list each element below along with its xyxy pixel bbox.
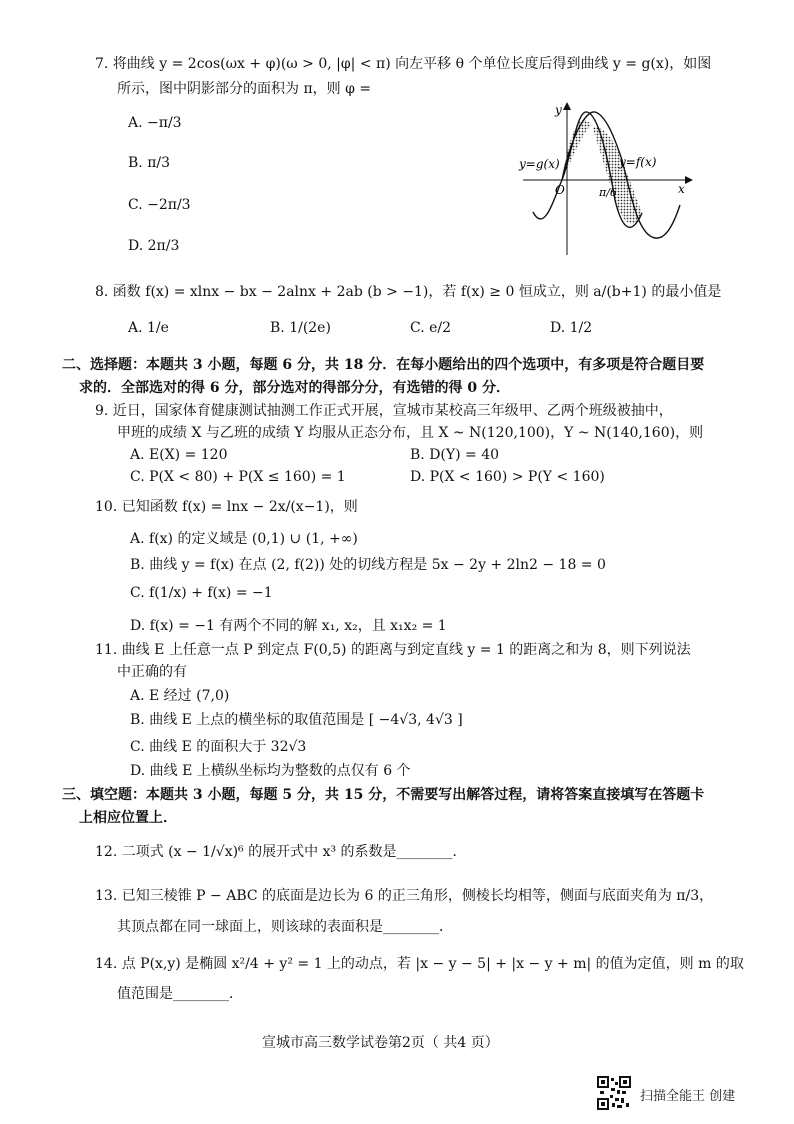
section2-heading-line2: 求的．全部选对的得 6 分，部分选对的得部分分，有选错的得 0 分． bbox=[79, 380, 510, 396]
q8-option-c: C. e/2 bbox=[410, 320, 452, 336]
section2-heading-line1: 二、选择题：本题共 3 小题，每题 6 分，共 18 分．在每小题给出的四个选项中，有多项是符合题目要 bbox=[62, 357, 705, 373]
q11-line1: 11. 曲线 E 上任意一点 P 到定点 F(0,5) 的距离与到定直线 y = 1 的距离之和为 8，则下列说法 bbox=[95, 642, 691, 658]
q7-option-b: B. π/3 bbox=[128, 155, 171, 171]
q11-option-c: C. 曲线 E 的面积大于 32√3 bbox=[130, 739, 307, 755]
q7-option-c: C. −2π/3 bbox=[128, 197, 191, 213]
page-footer: 宣城市高三数学试卷第2页（ 共4 页） bbox=[262, 1035, 499, 1051]
section3-heading-line1: 三、填空题：本题共 3 小题，每题 5 分，共 15 分，不需要写出解答过程，请将答案直接填写在答题卡 bbox=[62, 787, 705, 803]
q9-option-d: D. P(X < 160) > P(Y < 160) bbox=[410, 469, 605, 485]
q10-text: 10. 已知函数 f(x) = lnx − 2x/(x−1)，则 bbox=[95, 499, 358, 515]
q11-option-b: B. 曲线 E 上点的横坐标的取值范围是 [ −4√3, 4√3 ] bbox=[130, 712, 463, 728]
q10-option-b: B. 曲线 y = f(x) 在点 (2, f(2)) 处的切线方程是 5x − 2y + 2ln2 − 18 = 0 bbox=[130, 557, 606, 573]
q13-line2: 其顶点都在同一球面上，则该球的表面积是________． bbox=[117, 919, 453, 935]
watermark-text: 扫描全能王 创建 bbox=[640, 1089, 736, 1104]
qr-code-icon bbox=[597, 1076, 631, 1110]
q9-option-a: A. E(X) = 120 bbox=[130, 447, 228, 463]
q8-option-b: B. 1/(2e) bbox=[270, 320, 331, 336]
q10-option-a: A. f(x) 的定义域是 (0,1) ∪ (1, +∞) bbox=[130, 531, 358, 547]
x-axis-arrow bbox=[685, 176, 693, 184]
q11-option-d: D. 曲线 E 上横纵坐标均为整数的点仅有 6 个 bbox=[130, 763, 411, 779]
tick-pi-over-6: π/6 bbox=[599, 186, 617, 199]
q9-line2: 甲班的成绩 X 与乙班的成绩 Y 均服从正态分布，且 X ~ N(120,100)，Y ~ N(140,160)，则 bbox=[117, 425, 704, 441]
q8-option-a: A. 1/e bbox=[128, 320, 169, 336]
q9-line1: 9. 近日，国家体育健康测试抽测工作正式开展，宣城市某校高三年级甲、乙两个班级被抽中， bbox=[95, 403, 673, 419]
q10-option-c: C. f(1/x) + f(x) = −1 bbox=[130, 585, 273, 601]
q7-graph-figure bbox=[515, 100, 695, 260]
q12-text: 12. 二项式 (x − 1/√x)⁶ 的展开式中 x³ 的系数是________． bbox=[95, 844, 467, 860]
x-axis-label: x bbox=[678, 182, 685, 196]
f-curve-label: y=f(x) bbox=[619, 155, 657, 169]
q11-line2: 中正确的有 bbox=[117, 664, 187, 680]
q7-line2: 所示，图中阴影部分的面积为 π，则 φ = bbox=[117, 81, 372, 97]
g-curve-label: y=g(x) bbox=[519, 157, 560, 171]
q7-option-a: A. −π/3 bbox=[128, 115, 182, 131]
q8-option-d: D. 1/2 bbox=[550, 320, 593, 336]
y-axis-arrow bbox=[563, 102, 571, 110]
q11-option-a: A. E 经过 (7,0) bbox=[130, 688, 230, 704]
q7-option-d: D. 2π/3 bbox=[128, 238, 180, 254]
q9-option-b: B. D(Y) = 40 bbox=[410, 447, 500, 463]
q13-line1: 13. 已知三棱锥 P − ABC 的底面是边长为 6 的正三角形，侧棱长均相等，侧面与底面夹角为 π/3， bbox=[95, 888, 714, 904]
origin-label: O bbox=[555, 183, 565, 197]
q14-line2: 值范围是________． bbox=[117, 986, 243, 1002]
section3-heading-line2: 上相应位置上． bbox=[79, 810, 177, 826]
y-axis-label: y bbox=[555, 103, 562, 117]
q8-text: 8. 函数 f(x) = xlnx − bx − 2alnx + 2ab (b > −1)，若 f(x) ≥ 0 恒成立，则 a/(b+1) 的最小值是 bbox=[95, 284, 722, 300]
q7-line1: 7. 将曲线 y = 2cos(ωx + φ)(ω > 0, |φ| < π) 向左平移 θ 个单位长度后得到曲线 y = g(x)，如图 bbox=[95, 56, 712, 72]
q10-option-d: D. f(x) = −1 有两个不同的解 x₁, x₂，且 x₁x₂ = 1 bbox=[130, 618, 447, 634]
q9-option-c: C. P(X < 80) + P(X ≤ 160) = 1 bbox=[130, 469, 346, 485]
q14-line1: 14. 点 P(x,y) 是椭圆 x²/4 + y² = 1 上的动点，若 |x − y − 5| + |x − y + m| 的值为定值，则 m 的取 bbox=[95, 956, 744, 972]
